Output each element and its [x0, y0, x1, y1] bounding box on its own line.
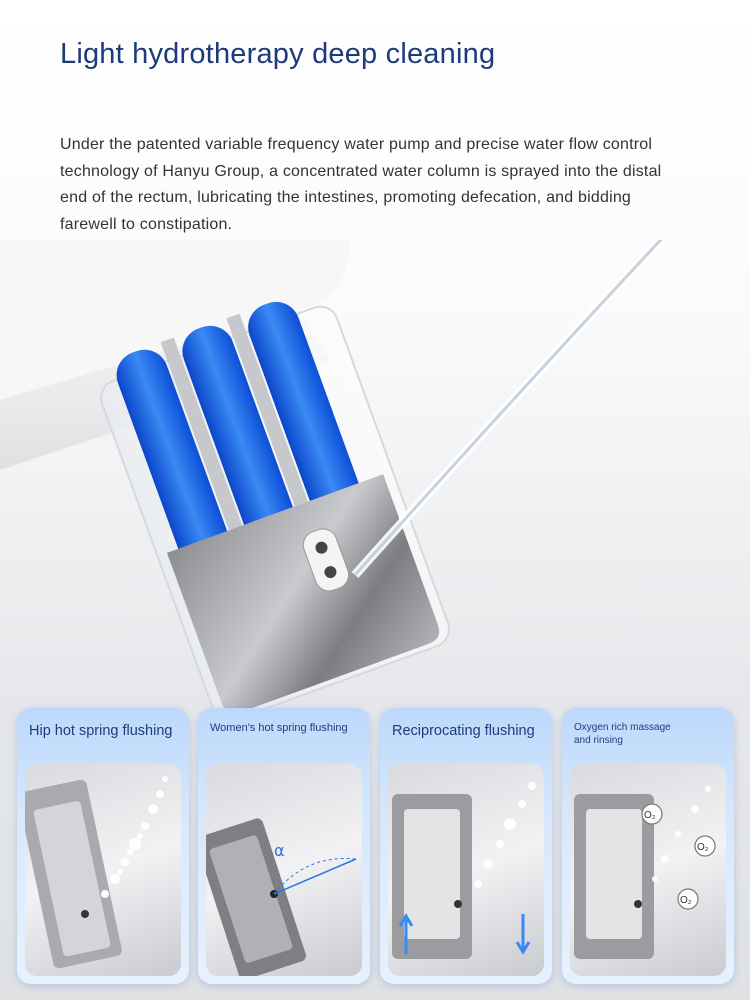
- description-text: Under the patented variable frequency water pump and precise water flow control technology of Hanyu Group, a concentrated water column is sprayed into the distal end of the rectum, lubricating the intestines, promoting defecation, and bidding farewell to constipation.: [60, 136, 662, 233]
- oxygen-massage-image: [570, 764, 726, 976]
- mode-card-reciprocating[interactable]: [380, 708, 552, 984]
- angle-symbol: α: [274, 841, 285, 860]
- mode-label-oxygen: Oxygen rich massage and rinsing: [574, 722, 671, 746]
- oxygen-symbol-3: O₂: [680, 895, 692, 906]
- mode-label-hip: Hip hot spring flushing: [29, 723, 173, 739]
- nozzle-illustration: [0, 240, 750, 710]
- page-title: Light hydrotherapy deep cleaning: [60, 38, 496, 70]
- hip-flush-image: [25, 764, 181, 976]
- mode-card-oxygen[interactable]: [562, 708, 734, 984]
- mode-label-women: Women's hot spring flushing: [210, 722, 348, 734]
- reciprocating-flush-image: [388, 764, 544, 976]
- mode-card-women[interactable]: [198, 708, 370, 984]
- women-flush-image: [206, 764, 362, 976]
- mode-label-reciprocating: Reciprocating flushing: [392, 723, 535, 739]
- oxygen-symbol-2: O₂: [697, 842, 709, 853]
- oxygen-symbol-1: O₂: [644, 810, 656, 821]
- mode-card-hip[interactable]: [17, 708, 189, 984]
